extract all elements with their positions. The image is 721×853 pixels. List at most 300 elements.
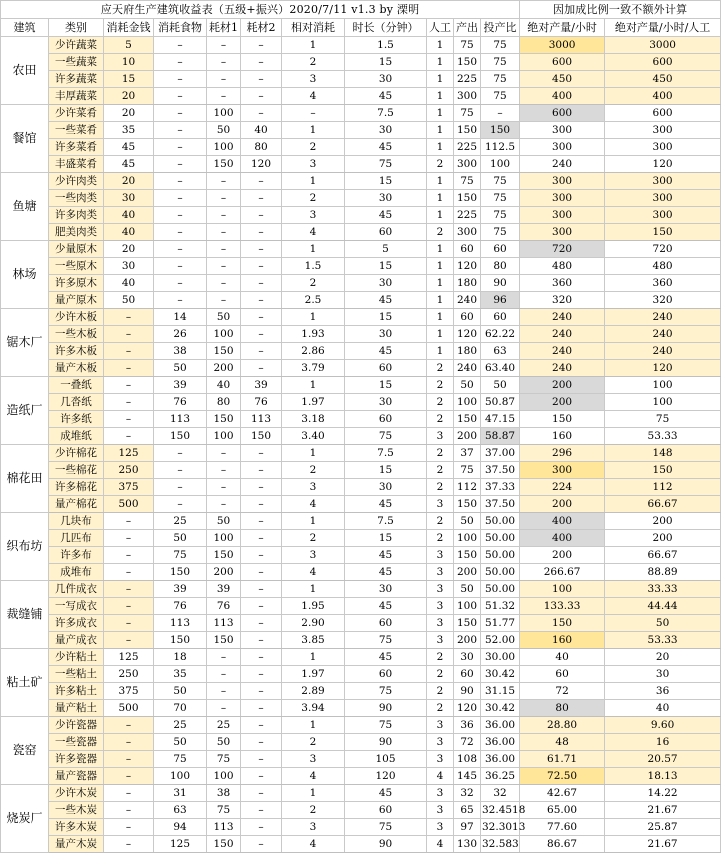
material2-cell[interactable]: –: [241, 734, 282, 751]
labor-cell[interactable]: 3: [427, 428, 454, 445]
category-cell[interactable]: 丰盛菜肴: [49, 156, 104, 173]
hourly-output-cell[interactable]: 72: [520, 683, 605, 700]
labor-cell[interactable]: 2: [427, 649, 454, 666]
hourly-per-labor-cell[interactable]: 120: [605, 360, 721, 377]
material2-cell[interactable]: –: [241, 717, 282, 734]
ratio-cell[interactable]: 32.583: [481, 836, 520, 853]
food-cell[interactable]: 50: [154, 683, 207, 700]
output-cell[interactable]: 100: [454, 394, 481, 411]
hourly-per-labor-cell[interactable]: 600: [605, 54, 721, 71]
money-cell[interactable]: 375: [104, 479, 154, 496]
money-cell[interactable]: 500: [104, 700, 154, 717]
duration-cell[interactable]: 1.5: [345, 37, 427, 54]
money-cell[interactable]: –: [104, 819, 154, 836]
hourly-output-cell[interactable]: 100: [520, 581, 605, 598]
hourly-per-labor-cell[interactable]: 240: [605, 326, 721, 343]
ratio-cell[interactable]: 50.00: [481, 530, 520, 547]
hourly-per-labor-cell[interactable]: 88.89: [605, 564, 721, 581]
hourly-output-cell[interactable]: 480: [520, 258, 605, 275]
material1-cell[interactable]: –: [207, 462, 241, 479]
output-cell[interactable]: 72: [454, 734, 481, 751]
hourly-per-labor-cell[interactable]: 200: [605, 513, 721, 530]
labor-cell[interactable]: 1: [427, 275, 454, 292]
material2-cell[interactable]: –: [241, 275, 282, 292]
food-cell[interactable]: –: [154, 54, 207, 71]
labor-cell[interactable]: 2: [427, 224, 454, 241]
hourly-per-labor-cell[interactable]: 30: [605, 666, 721, 683]
hourly-output-cell[interactable]: 300: [520, 139, 605, 156]
ratio-cell[interactable]: 52.00: [481, 632, 520, 649]
relative-cost-cell[interactable]: 1: [282, 581, 345, 598]
material1-cell[interactable]: 100: [207, 139, 241, 156]
hourly-output-cell[interactable]: 86.67: [520, 836, 605, 853]
material1-cell[interactable]: –: [207, 649, 241, 666]
category-cell[interactable]: 许多肉类: [49, 207, 104, 224]
output-cell[interactable]: 112: [454, 479, 481, 496]
labor-cell[interactable]: 2: [427, 666, 454, 683]
material2-cell[interactable]: –: [241, 683, 282, 700]
ratio-cell[interactable]: –: [481, 105, 520, 122]
money-cell[interactable]: –: [104, 343, 154, 360]
money-cell[interactable]: –: [104, 513, 154, 530]
output-cell[interactable]: 300: [454, 156, 481, 173]
relative-cost-cell[interactable]: 2: [282, 530, 345, 547]
material2-cell[interactable]: 39: [241, 377, 282, 394]
food-cell[interactable]: 18: [154, 649, 207, 666]
category-cell[interactable]: 量产木炭: [49, 836, 104, 853]
ratio-cell[interactable]: 75: [481, 88, 520, 105]
duration-cell[interactable]: 15: [345, 377, 427, 394]
duration-cell[interactable]: 45: [345, 547, 427, 564]
material1-cell[interactable]: –: [207, 700, 241, 717]
building-name-cell[interactable]: 鱼塘: [1, 173, 49, 241]
output-cell[interactable]: 32: [454, 785, 481, 802]
labor-cell[interactable]: 4: [427, 836, 454, 853]
relative-cost-cell[interactable]: 2.90: [282, 615, 345, 632]
relative-cost-cell[interactable]: 1: [282, 37, 345, 54]
money-cell[interactable]: 45: [104, 156, 154, 173]
material2-cell[interactable]: –: [241, 173, 282, 190]
category-cell[interactable]: 少许菜肴: [49, 105, 104, 122]
output-cell[interactable]: 97: [454, 819, 481, 836]
material2-cell[interactable]: –: [241, 632, 282, 649]
ratio-cell[interactable]: 50.87: [481, 394, 520, 411]
relative-cost-cell[interactable]: 2: [282, 190, 345, 207]
money-cell[interactable]: –: [104, 411, 154, 428]
output-cell[interactable]: 130: [454, 836, 481, 853]
duration-cell[interactable]: 75: [345, 819, 427, 836]
output-cell[interactable]: 90: [454, 683, 481, 700]
money-cell[interactable]: 250: [104, 666, 154, 683]
material1-cell[interactable]: 150: [207, 411, 241, 428]
food-cell[interactable]: 150: [154, 564, 207, 581]
food-cell[interactable]: –: [154, 37, 207, 54]
material2-cell[interactable]: 40: [241, 122, 282, 139]
labor-cell[interactable]: 2: [427, 156, 454, 173]
hourly-output-cell[interactable]: 61.71: [520, 751, 605, 768]
hourly-per-labor-cell[interactable]: 100: [605, 394, 721, 411]
ratio-cell[interactable]: 58.87: [481, 428, 520, 445]
duration-cell[interactable]: 120: [345, 768, 427, 785]
building-name-cell[interactable]: 裁缝铺: [1, 581, 49, 649]
material2-cell[interactable]: –: [241, 71, 282, 88]
hourly-output-cell[interactable]: 77.60: [520, 819, 605, 836]
ratio-cell[interactable]: 37.50: [481, 462, 520, 479]
hourly-per-labor-cell[interactable]: 300: [605, 122, 721, 139]
hourly-output-cell[interactable]: 48: [520, 734, 605, 751]
material2-cell[interactable]: –: [241, 836, 282, 853]
material1-cell[interactable]: 38: [207, 785, 241, 802]
building-name-cell[interactable]: 餐馆: [1, 105, 49, 173]
duration-cell[interactable]: 75: [345, 717, 427, 734]
ratio-cell[interactable]: 37.00: [481, 445, 520, 462]
output-cell[interactable]: 300: [454, 224, 481, 241]
food-cell[interactable]: –: [154, 71, 207, 88]
hourly-per-labor-cell[interactable]: 320: [605, 292, 721, 309]
hourly-per-labor-cell[interactable]: 66.67: [605, 496, 721, 513]
output-cell[interactable]: 150: [454, 496, 481, 513]
material2-cell[interactable]: –: [241, 547, 282, 564]
material1-cell[interactable]: 76: [207, 598, 241, 615]
labor-cell[interactable]: 3: [427, 581, 454, 598]
hourly-per-labor-cell[interactable]: 16: [605, 734, 721, 751]
category-cell[interactable]: 一叠纸: [49, 377, 104, 394]
category-cell[interactable]: 一些木炭: [49, 802, 104, 819]
material2-cell[interactable]: –: [241, 768, 282, 785]
labor-cell[interactable]: 1: [427, 139, 454, 156]
hourly-output-cell[interactable]: 40: [520, 649, 605, 666]
hourly-per-labor-cell[interactable]: 40: [605, 700, 721, 717]
output-cell[interactable]: 150: [454, 190, 481, 207]
output-cell[interactable]: 75: [454, 173, 481, 190]
food-cell[interactable]: –: [154, 122, 207, 139]
category-cell[interactable]: 许多蔬菜: [49, 71, 104, 88]
material1-cell[interactable]: –: [207, 37, 241, 54]
material1-cell[interactable]: 150: [207, 547, 241, 564]
material1-cell[interactable]: –: [207, 207, 241, 224]
material1-cell[interactable]: 80: [207, 394, 241, 411]
hourly-output-cell[interactable]: 600: [520, 54, 605, 71]
hourly-output-cell[interactable]: 266.67: [520, 564, 605, 581]
labor-cell[interactable]: 3: [427, 564, 454, 581]
material2-cell[interactable]: –: [241, 479, 282, 496]
labor-cell[interactable]: 3: [427, 802, 454, 819]
output-cell[interactable]: 120: [454, 258, 481, 275]
labor-cell[interactable]: 2: [427, 377, 454, 394]
duration-cell[interactable]: 105: [345, 751, 427, 768]
ratio-cell[interactable]: 51.32: [481, 598, 520, 615]
relative-cost-cell[interactable]: 4: [282, 224, 345, 241]
labor-cell[interactable]: 1: [427, 88, 454, 105]
category-cell[interactable]: 几沓纸: [49, 394, 104, 411]
hourly-per-labor-cell[interactable]: 360: [605, 275, 721, 292]
duration-cell[interactable]: 30: [345, 71, 427, 88]
header-cell[interactable]: 耗材1: [207, 19, 241, 37]
money-cell[interactable]: 45: [104, 139, 154, 156]
labor-cell[interactable]: 3: [427, 717, 454, 734]
output-cell[interactable]: 240: [454, 292, 481, 309]
material2-cell[interactable]: 150: [241, 428, 282, 445]
ratio-cell[interactable]: 32.3013: [481, 819, 520, 836]
food-cell[interactable]: 31: [154, 785, 207, 802]
ratio-cell[interactable]: 37.33: [481, 479, 520, 496]
material1-cell[interactable]: –: [207, 445, 241, 462]
duration-cell[interactable]: 45: [345, 88, 427, 105]
hourly-per-labor-cell[interactable]: 18.13: [605, 768, 721, 785]
relative-cost-cell[interactable]: 4: [282, 88, 345, 105]
category-cell[interactable]: 许多布: [49, 547, 104, 564]
food-cell[interactable]: 50: [154, 360, 207, 377]
relative-cost-cell[interactable]: 1.93: [282, 326, 345, 343]
output-cell[interactable]: 120: [454, 326, 481, 343]
category-cell[interactable]: 一些肉类: [49, 190, 104, 207]
material1-cell[interactable]: 150: [207, 632, 241, 649]
labor-cell[interactable]: 1: [427, 207, 454, 224]
hourly-per-labor-cell[interactable]: 240: [605, 343, 721, 360]
ratio-cell[interactable]: 30.00: [481, 649, 520, 666]
ratio-cell[interactable]: 50: [481, 377, 520, 394]
labor-cell[interactable]: 2: [427, 411, 454, 428]
category-cell[interactable]: 几件成衣: [49, 581, 104, 598]
material1-cell[interactable]: 50: [207, 309, 241, 326]
building-name-cell[interactable]: 织布坊: [1, 513, 49, 581]
output-cell[interactable]: 225: [454, 207, 481, 224]
ratio-cell[interactable]: 63: [481, 343, 520, 360]
food-cell[interactable]: 38: [154, 343, 207, 360]
hourly-output-cell[interactable]: 296: [520, 445, 605, 462]
header-cell[interactable]: 时长（分钟）: [345, 19, 427, 37]
hourly-output-cell[interactable]: 3000: [520, 37, 605, 54]
material1-cell[interactable]: –: [207, 683, 241, 700]
hourly-per-labor-cell[interactable]: 53.33: [605, 632, 721, 649]
money-cell[interactable]: 20: [104, 173, 154, 190]
money-cell[interactable]: 375: [104, 683, 154, 700]
food-cell[interactable]: 26: [154, 326, 207, 343]
output-cell[interactable]: 37: [454, 445, 481, 462]
output-cell[interactable]: 108: [454, 751, 481, 768]
hourly-per-labor-cell[interactable]: 33.33: [605, 581, 721, 598]
material2-cell[interactable]: –: [241, 530, 282, 547]
labor-cell[interactable]: 3: [427, 547, 454, 564]
relative-cost-cell[interactable]: 2: [282, 275, 345, 292]
material2-cell[interactable]: –: [241, 88, 282, 105]
relative-cost-cell[interactable]: 1: [282, 377, 345, 394]
category-cell[interactable]: 许多木炭: [49, 819, 104, 836]
duration-cell[interactable]: 30: [345, 479, 427, 496]
material2-cell[interactable]: –: [241, 649, 282, 666]
output-cell[interactable]: 180: [454, 343, 481, 360]
category-cell[interactable]: 成堆纸: [49, 428, 104, 445]
category-cell[interactable]: 许多成衣: [49, 615, 104, 632]
duration-cell[interactable]: 60: [345, 615, 427, 632]
relative-cost-cell[interactable]: 3: [282, 71, 345, 88]
material2-cell[interactable]: –: [241, 241, 282, 258]
material1-cell[interactable]: 40: [207, 377, 241, 394]
output-cell[interactable]: 100: [454, 598, 481, 615]
building-name-cell[interactable]: 农田: [1, 37, 49, 105]
category-cell[interactable]: 许多粘土: [49, 683, 104, 700]
labor-cell[interactable]: 3: [427, 615, 454, 632]
hourly-per-labor-cell[interactable]: 600: [605, 105, 721, 122]
money-cell[interactable]: –: [104, 547, 154, 564]
category-cell[interactable]: 少许木板: [49, 309, 104, 326]
relative-cost-cell[interactable]: 3: [282, 207, 345, 224]
food-cell[interactable]: 75: [154, 751, 207, 768]
relative-cost-cell[interactable]: 2: [282, 734, 345, 751]
food-cell[interactable]: 39: [154, 377, 207, 394]
material1-cell[interactable]: 113: [207, 615, 241, 632]
hourly-per-labor-cell[interactable]: 150: [605, 224, 721, 241]
material1-cell[interactable]: –: [207, 54, 241, 71]
material1-cell[interactable]: 200: [207, 360, 241, 377]
material2-cell[interactable]: –: [241, 190, 282, 207]
category-cell[interactable]: 量产木板: [49, 360, 104, 377]
hourly-output-cell[interactable]: 240: [520, 343, 605, 360]
output-cell[interactable]: 150: [454, 615, 481, 632]
labor-cell[interactable]: 4: [427, 768, 454, 785]
building-name-cell[interactable]: 粘土矿: [1, 649, 49, 717]
relative-cost-cell[interactable]: 3.85: [282, 632, 345, 649]
relative-cost-cell[interactable]: 2: [282, 802, 345, 819]
category-cell[interactable]: 少许肉类: [49, 173, 104, 190]
category-cell[interactable]: 量产原木: [49, 292, 104, 309]
labor-cell[interactable]: 2: [427, 462, 454, 479]
ratio-cell[interactable]: 80: [481, 258, 520, 275]
hourly-output-cell[interactable]: 65.00: [520, 802, 605, 819]
labor-cell[interactable]: 2: [427, 530, 454, 547]
ratio-cell[interactable]: 50.00: [481, 581, 520, 598]
relative-cost-cell[interactable]: 1: [282, 717, 345, 734]
material2-cell[interactable]: –: [241, 751, 282, 768]
material1-cell[interactable]: –: [207, 173, 241, 190]
labor-cell[interactable]: 1: [427, 343, 454, 360]
material1-cell[interactable]: 200: [207, 564, 241, 581]
relative-cost-cell[interactable]: 1: [282, 785, 345, 802]
food-cell[interactable]: 100: [154, 768, 207, 785]
material2-cell[interactable]: 76: [241, 394, 282, 411]
header-cell[interactable]: 人工: [427, 19, 454, 37]
food-cell[interactable]: –: [154, 292, 207, 309]
category-cell[interactable]: 少许粘土: [49, 649, 104, 666]
hourly-output-cell[interactable]: 300: [520, 173, 605, 190]
hourly-output-cell[interactable]: 240: [520, 309, 605, 326]
duration-cell[interactable]: 75: [345, 428, 427, 445]
material2-cell[interactable]: –: [241, 615, 282, 632]
duration-cell[interactable]: 30: [345, 581, 427, 598]
hourly-per-labor-cell[interactable]: 21.67: [605, 836, 721, 853]
relative-cost-cell[interactable]: 2: [282, 462, 345, 479]
hourly-output-cell[interactable]: 200: [520, 377, 605, 394]
output-cell[interactable]: 120: [454, 700, 481, 717]
duration-cell[interactable]: 60: [345, 224, 427, 241]
labor-cell[interactable]: 1: [427, 326, 454, 343]
food-cell[interactable]: 94: [154, 819, 207, 836]
money-cell[interactable]: –: [104, 785, 154, 802]
hourly-output-cell[interactable]: 360: [520, 275, 605, 292]
relative-cost-cell[interactable]: 3: [282, 479, 345, 496]
relative-cost-cell[interactable]: 3: [282, 156, 345, 173]
category-cell[interactable]: 许多瓷器: [49, 751, 104, 768]
material2-cell[interactable]: –: [241, 105, 282, 122]
relative-cost-cell[interactable]: 1: [282, 173, 345, 190]
material1-cell[interactable]: –: [207, 241, 241, 258]
output-cell[interactable]: 75: [454, 37, 481, 54]
category-cell[interactable]: 一些原木: [49, 258, 104, 275]
sheet-title[interactable]: 应天府生产建筑收益表（五级+振兴）2020/7/11 v1.3 by 溧明: [1, 1, 520, 19]
ratio-cell[interactable]: 60: [481, 241, 520, 258]
ratio-cell[interactable]: 75: [481, 71, 520, 88]
header-cell[interactable]: 投产比: [481, 19, 520, 37]
hourly-per-labor-cell[interactable]: 240: [605, 309, 721, 326]
hourly-per-labor-cell[interactable]: 300: [605, 173, 721, 190]
building-name-cell[interactable]: 棉花田: [1, 445, 49, 513]
food-cell[interactable]: 35: [154, 666, 207, 683]
hourly-per-labor-cell[interactable]: 148: [605, 445, 721, 462]
material1-cell[interactable]: 100: [207, 428, 241, 445]
food-cell[interactable]: 39: [154, 581, 207, 598]
duration-cell[interactable]: 45: [345, 496, 427, 513]
relative-cost-cell[interactable]: 3: [282, 751, 345, 768]
material1-cell[interactable]: 50: [207, 734, 241, 751]
category-cell[interactable]: 丰厚蔬菜: [49, 88, 104, 105]
money-cell[interactable]: –: [104, 802, 154, 819]
duration-cell[interactable]: 30: [345, 326, 427, 343]
hourly-output-cell[interactable]: 240: [520, 326, 605, 343]
duration-cell[interactable]: 15: [345, 173, 427, 190]
hourly-output-cell[interactable]: 72.50: [520, 768, 605, 785]
material1-cell[interactable]: –: [207, 71, 241, 88]
duration-cell[interactable]: 15: [345, 54, 427, 71]
food-cell[interactable]: 50: [154, 530, 207, 547]
hourly-output-cell[interactable]: 320: [520, 292, 605, 309]
ratio-cell[interactable]: 150: [481, 122, 520, 139]
output-cell[interactable]: 100: [454, 530, 481, 547]
money-cell[interactable]: 20: [104, 88, 154, 105]
material2-cell[interactable]: –: [241, 224, 282, 241]
category-cell[interactable]: 几块布: [49, 513, 104, 530]
category-cell[interactable]: 少许蔬菜: [49, 37, 104, 54]
food-cell[interactable]: –: [154, 207, 207, 224]
ratio-cell[interactable]: 100: [481, 156, 520, 173]
header-cell[interactable]: 绝对产量/小时/人工: [605, 19, 721, 37]
duration-cell[interactable]: 15: [345, 258, 427, 275]
labor-cell[interactable]: 1: [427, 173, 454, 190]
money-cell[interactable]: 500: [104, 496, 154, 513]
ratio-cell[interactable]: 47.15: [481, 411, 520, 428]
hourly-per-labor-cell[interactable]: 9.60: [605, 717, 721, 734]
output-cell[interactable]: 36: [454, 717, 481, 734]
food-cell[interactable]: 113: [154, 411, 207, 428]
note-cell[interactable]: 因加成比例一致不额外计算: [520, 1, 721, 19]
labor-cell[interactable]: 2: [427, 479, 454, 496]
building-name-cell[interactable]: 烧炭厂: [1, 785, 49, 853]
money-cell[interactable]: –: [104, 360, 154, 377]
money-cell[interactable]: –: [104, 581, 154, 598]
duration-cell[interactable]: 45: [345, 139, 427, 156]
hourly-per-labor-cell[interactable]: 400: [605, 88, 721, 105]
duration-cell[interactable]: 60: [345, 411, 427, 428]
relative-cost-cell[interactable]: 1: [282, 513, 345, 530]
ratio-cell[interactable]: 112.5: [481, 139, 520, 156]
output-cell[interactable]: 180: [454, 275, 481, 292]
food-cell[interactable]: –: [154, 190, 207, 207]
output-cell[interactable]: 150: [454, 54, 481, 71]
duration-cell[interactable]: 15: [345, 530, 427, 547]
hourly-output-cell[interactable]: 400: [520, 530, 605, 547]
labor-cell[interactable]: 3: [427, 751, 454, 768]
hourly-output-cell[interactable]: 224: [520, 479, 605, 496]
relative-cost-cell[interactable]: 1: [282, 122, 345, 139]
